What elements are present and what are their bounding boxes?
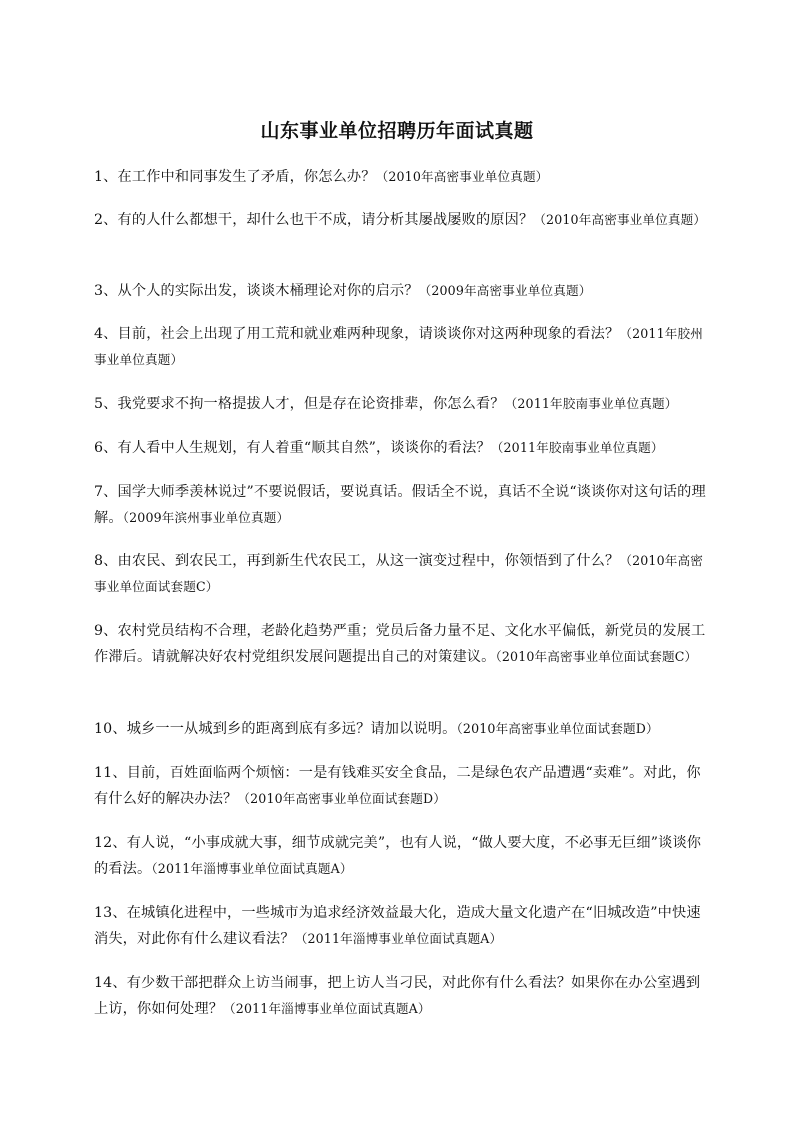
question-8 — [94, 548, 710, 600]
question-9 — [94, 618, 710, 670]
question-12 — [94, 830, 710, 882]
question-text: 13、在城镇化进程中，一些城市为追求经济效益最大化，造成大量文化遗产在“旧城改造”中快速消失，对此你有什么建议看法？ — [94, 905, 701, 947]
question-source: （2011年胶南事业单位真题） — [490, 440, 664, 455]
question-text: 14、有少数干部把群众上访当闹事，把上访人当刁民，对此你有什么看法？如果你在办公室遇到上访，你如何处理？ — [94, 975, 701, 1017]
question-text: 1、在工作中和同事发生了矛盾，你怎么办？ — [94, 169, 376, 185]
question-text: 2、有的人什么都想干，却什么也干不成，请分析其屡战屡败的原因？ — [94, 212, 534, 228]
question-source: （2010年高密事业单位面试套题D） — [456, 721, 659, 736]
question-source: （2010年高密事业单位真题） — [375, 169, 549, 184]
question-source: （2010年高密事业单位面试套题C） — [94, 553, 703, 594]
page-title: 山东事业单位招聘历年面试真题 — [260, 120, 534, 142]
question-source: （2011年淄博事业单位面试真题A） — [223, 1001, 431, 1016]
question-source: （2011年淄博事业单位面试真题A） — [151, 861, 353, 876]
question-text: 12、有人说，“小事成就大事，细节成就完美”，也有人说，“做人要大度，不必事无巨细”谈谈你的看法。 — [94, 835, 702, 877]
question-source: （2009年高密事业单位真题） — [418, 283, 592, 298]
question-text: 10、城乡一一从城到乡的距离到底有多远？请加以说明。 — [94, 721, 457, 737]
question-text: 3、从个人的实际出发，谈谈木桶理论对你的启示？ — [94, 283, 419, 299]
question-7 — [94, 479, 710, 531]
question-source: （2011年胶州事业单位真题） — [94, 326, 703, 367]
question-6 — [94, 435, 710, 461]
question-5 — [94, 391, 710, 417]
question-text: 9、农村党员结构不合理，老龄化趋势严重；党员后备力量不足、文化水平偏低，新党员的发展工作滞后。请就解决好农村党组织发展问题提出自己的对策建议。 — [94, 623, 706, 665]
question-13 — [94, 900, 710, 952]
question-source: （2009年滨州事业单位真题） — [122, 510, 290, 525]
question-source: （2010年高密事业单位面试套题D） — [237, 791, 446, 806]
question-source: （2010年高密事业单位面试套题C） — [495, 649, 698, 664]
question-text: 6、有人看中人生规划，有人着重“顺其自然”，谈谈你的看法？ — [94, 440, 491, 456]
question-2 — [94, 207, 734, 233]
question-text: 4、目前，社会上出现了用工荒和就业难两种现象，请谈谈你对这两种现象的看法？ — [94, 326, 620, 342]
question-source: （2010年高密事业单位真题） — [533, 212, 707, 227]
question-text: 11、目前，百姓面临两个烦恼：一是有钱难买安全食品，二是绿色农产品遭遇“卖难”。对此，你有什么好的解决办法？ — [94, 765, 701, 807]
question-source: （2011年淄博事业单位面试真题A） — [294, 931, 503, 946]
question-3 — [94, 278, 710, 304]
question-source: （2011年胶南事业单位真题） — [504, 396, 678, 411]
question-11 — [94, 760, 710, 812]
question-10 — [94, 716, 710, 742]
question-text: 7、国学大师季羡林说过”不要说假话，要说真话。假话全不说，真话不全说“谈谈你对这句话的理解。 — [94, 484, 706, 526]
question-text: 5、我党要求不拘一格提拔人才，但是存在论资排辈，你怎么看？ — [94, 396, 505, 412]
question-text: 8、由农民、到农民工，再到新生代农民工，从这一演变过程中，你领悟到了什么？ — [94, 553, 620, 569]
question-4 — [94, 321, 710, 373]
question-14 — [94, 970, 710, 1022]
question-1 — [94, 164, 710, 190]
